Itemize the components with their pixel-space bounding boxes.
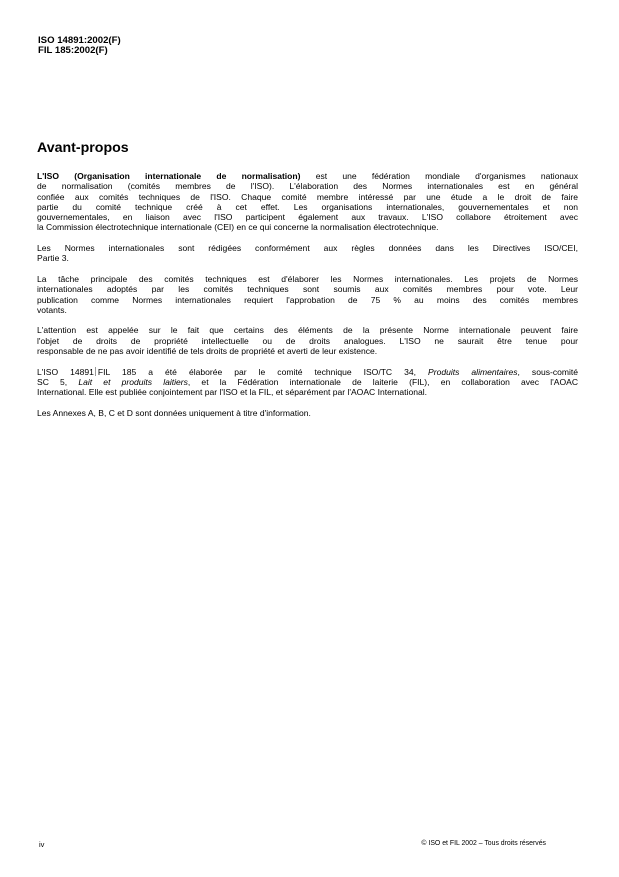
text-line	[37, 171, 578, 181]
standard-number-iso: ISO 14891:2002(F)	[38, 35, 121, 46]
text-segment: , et la Fédération internationale de laiterie (FIL), en collaboration avec l'AOAC	[187, 376, 578, 387]
text-segment: de normalisation (comités membres de l'ISO). L'élaboration des Normes internationales est en général	[37, 181, 578, 192]
italic-text: Produits alimentaires	[428, 366, 518, 377]
text-line	[37, 274, 578, 284]
paragraph	[37, 274, 578, 315]
paragraph	[37, 367, 578, 398]
text-line	[37, 243, 578, 253]
document-header	[38, 36, 121, 55]
text-line	[37, 295, 578, 305]
text-segment: l'objet de droits de propriété intellectuelle ou de droits analogues. L'ISO ne saurait être tenue pour	[37, 335, 578, 346]
text-line	[37, 305, 578, 315]
text-line	[37, 336, 578, 346]
bold-text: L'ISO (Organisation internationale de normalisation)	[37, 171, 301, 181]
text-segment: L'ISO 14891	[37, 366, 94, 377]
text-segment: La tâche principale des comités techniques est d'élaborer les Normes internationales. Les projets de Normes	[37, 273, 578, 284]
paragraph	[37, 408, 578, 418]
text-segment: International. Elle est publiée conjointement par l'ISO et la FIL, et séparément par l'AOAC International.	[37, 387, 427, 398]
paragraph	[37, 325, 578, 356]
text-segment: Partie 3.	[37, 253, 69, 264]
text-segment: SC 5,	[37, 376, 79, 387]
text-segment: FIL 185 a été élaborée par le comité technique ISO/TC 34,	[97, 366, 429, 377]
text-segment: responsable de ne pas avoir identifié de tels droits de propriété et averti de leur existence.	[37, 346, 378, 357]
text-line	[37, 367, 578, 377]
italic-text: Lait et produits laitiers	[78, 376, 188, 387]
text-line	[37, 212, 578, 222]
text-line	[37, 202, 578, 212]
text-line	[37, 346, 578, 356]
text-segment: confiée aux comités techniques de l'ISO. Chaque comité membre intéressé par une étude a le droit de faire	[37, 191, 578, 202]
foreword-body	[37, 171, 578, 428]
text-segment: votants.	[37, 304, 67, 315]
page-number: iv	[39, 840, 45, 849]
text-line	[37, 377, 578, 387]
text-line	[37, 325, 578, 335]
text-line	[37, 408, 578, 418]
text-line	[37, 192, 578, 202]
text-segment: partie du comité technique créé à cet effet. Les organisations internationales, gouvernementales et non	[37, 201, 578, 212]
page-title: Avant-propos	[37, 140, 129, 156]
separator-bar	[95, 367, 96, 376]
text-segment: est une fédération mondiale d'organismes nationaux	[300, 171, 578, 181]
text-segment: Les Normes internationales sont rédigées conformément aux règles données dans les Directives ISO/CEI,	[37, 243, 578, 254]
copyright-notice: © ISO et FIL 2002 – Tous droits réservés	[421, 840, 546, 847]
text-line	[37, 222, 578, 232]
paragraph	[37, 171, 578, 233]
standard-number-fil: FIL 185:2002(F)	[38, 44, 108, 56]
text-segment: Les Annexes A, B, C et D sont données uniquement à titre d'information.	[37, 407, 311, 418]
text-segment: , sous-comité	[517, 366, 578, 377]
text-segment: publication comme Normes internationales requiert l'approbation de 75 % au moins des comités membres	[37, 294, 578, 305]
text-segment: la Commission électrotechnique internationale (CEI) en ce qui concerne la normalisation électrotechnique.	[37, 222, 439, 233]
text-line	[37, 253, 578, 263]
text-line	[37, 387, 578, 397]
text-segment: L'attention est appelée sur le fait que certains des éléments de la présente Norme internationale peuvent faire	[37, 325, 578, 336]
paragraph	[37, 243, 578, 264]
text-line	[37, 284, 578, 294]
text-line	[37, 181, 578, 191]
text-segment: internationales adoptés par les comités techniques sont soumis aux comités membres pour vote. Leur	[37, 284, 578, 295]
text-segment: gouvernementales, en liaison avec l'ISO participent également aux travaux. L'ISO collabore étroitement avec	[37, 212, 578, 223]
